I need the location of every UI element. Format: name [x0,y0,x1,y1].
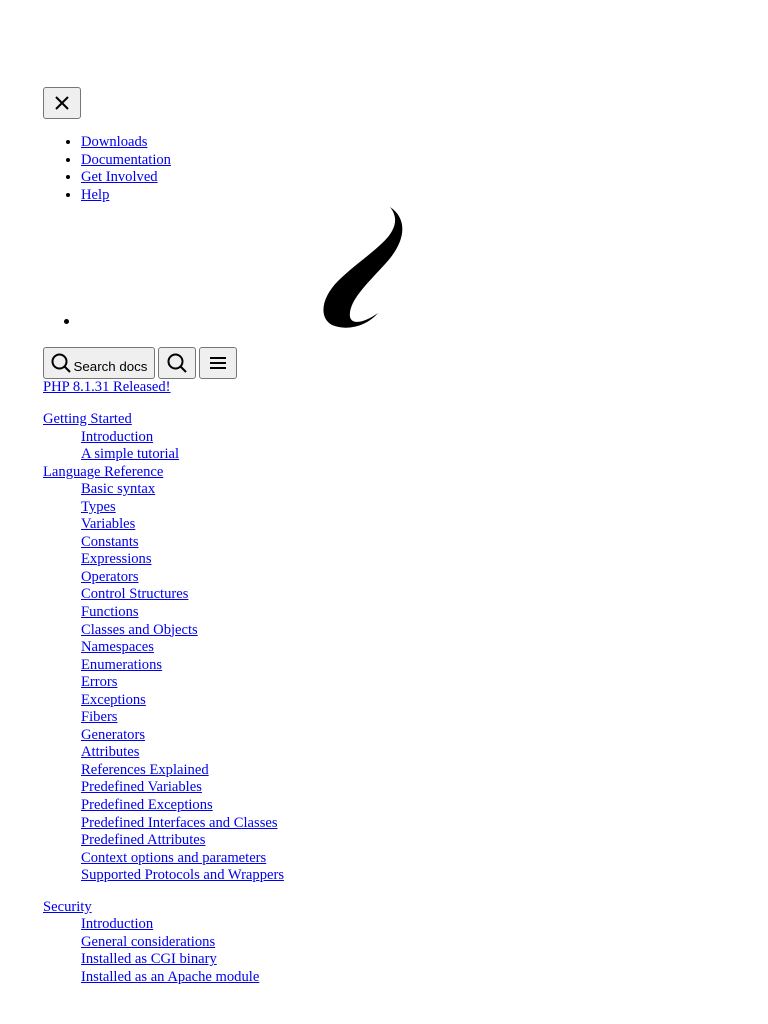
nav-item-link[interactable]: Errors [81,674,118,691]
nav-item-link[interactable]: Generators [81,726,146,743]
nav-item-link[interactable]: Expressions [81,551,152,568]
section-items [43,916,284,986]
nav-item-link[interactable]: Predefined Variables [81,779,202,796]
nav-section-security [43,899,284,987]
nav-item-link[interactable]: Installed as an Apache module [81,968,260,985]
section-title-link[interactable]: Language Reference [43,463,164,480]
nav-link-documentation[interactable]: Documentation [81,151,171,168]
search-icon [167,353,187,373]
nav-item-link[interactable]: Predefined Interfaces and Classes [81,814,278,831]
nav-item-link[interactable]: Predefined Attributes [81,832,206,849]
search-docs-button[interactable] [43,347,155,379]
nav-section-language-reference [43,464,284,885]
nav-item-link[interactable]: Basic syntax [81,481,156,498]
close-button[interactable] [43,87,81,119]
section-title-link[interactable]: Security [43,898,92,915]
toolbar [43,347,237,379]
nav-item-help [81,187,171,205]
hamburger-menu-icon [209,356,227,370]
section-title-link[interactable]: Getting Started [43,411,132,427]
logo-link[interactable] [320,205,410,335]
nav-item-link[interactable]: Exceptions [81,691,146,708]
nav-item-get-involved [81,169,171,187]
nav-item-link[interactable]: Constants [81,533,139,550]
search-icon [51,353,71,373]
menu-button[interactable] [199,347,237,379]
nav-item-link[interactable]: A simple tutorial [81,446,180,463]
nav-item-link[interactable]: Namespaces [81,639,154,656]
section-items [43,429,284,464]
nav-item-link[interactable]: Operators [81,568,139,585]
top-nav [43,134,171,204]
logo-list-bullet [64,319,69,324]
nav-item-link[interactable]: Predefined Exceptions [81,797,213,814]
nav-item-link[interactable]: Context options and parameters [81,849,267,866]
nav-link-help[interactable]: Help [81,186,110,203]
nav-item-documentation [81,152,171,170]
nav-item-link[interactable]: Introduction [81,428,154,445]
nav-item-link[interactable]: Variables [81,516,136,533]
search-docs-label: Search docs [73,358,148,374]
nav-link-get-involved[interactable]: Get Involved [81,169,158,185]
nav-item-link[interactable]: General considerations [81,933,216,950]
nav-section-getting-started [43,411,284,464]
nav-item-link[interactable]: References Explained [81,761,209,778]
nav-item-link[interactable]: Introduction [81,916,154,933]
nav-item-link[interactable]: Fibers [81,709,118,726]
nav-item-downloads [81,134,171,152]
nav-item-link[interactable]: Installed as CGI binary [81,951,217,968]
nav-item-link[interactable]: Types [81,498,116,515]
nav-item-link[interactable]: Functions [81,604,139,621]
section-items [43,481,284,885]
nav-item-link[interactable]: Classes and Objects [81,621,198,638]
nav-item-link[interactable]: Control Structures [81,586,189,603]
nav-item-link[interactable]: Attributes [81,744,140,761]
release-announcement-link[interactable]: PHP 8.1.31 Released! [43,379,171,395]
nav-link-downloads[interactable]: Downloads [81,134,148,150]
php-elephant-swirl-icon [320,205,410,330]
search-button[interactable] [158,347,196,379]
docs-navigation [43,411,284,987]
nav-item-link[interactable]: Supported Protocols and Wrappers [81,867,285,884]
close-icon [54,95,70,111]
nav-item-link[interactable]: Enumerations [81,656,163,673]
